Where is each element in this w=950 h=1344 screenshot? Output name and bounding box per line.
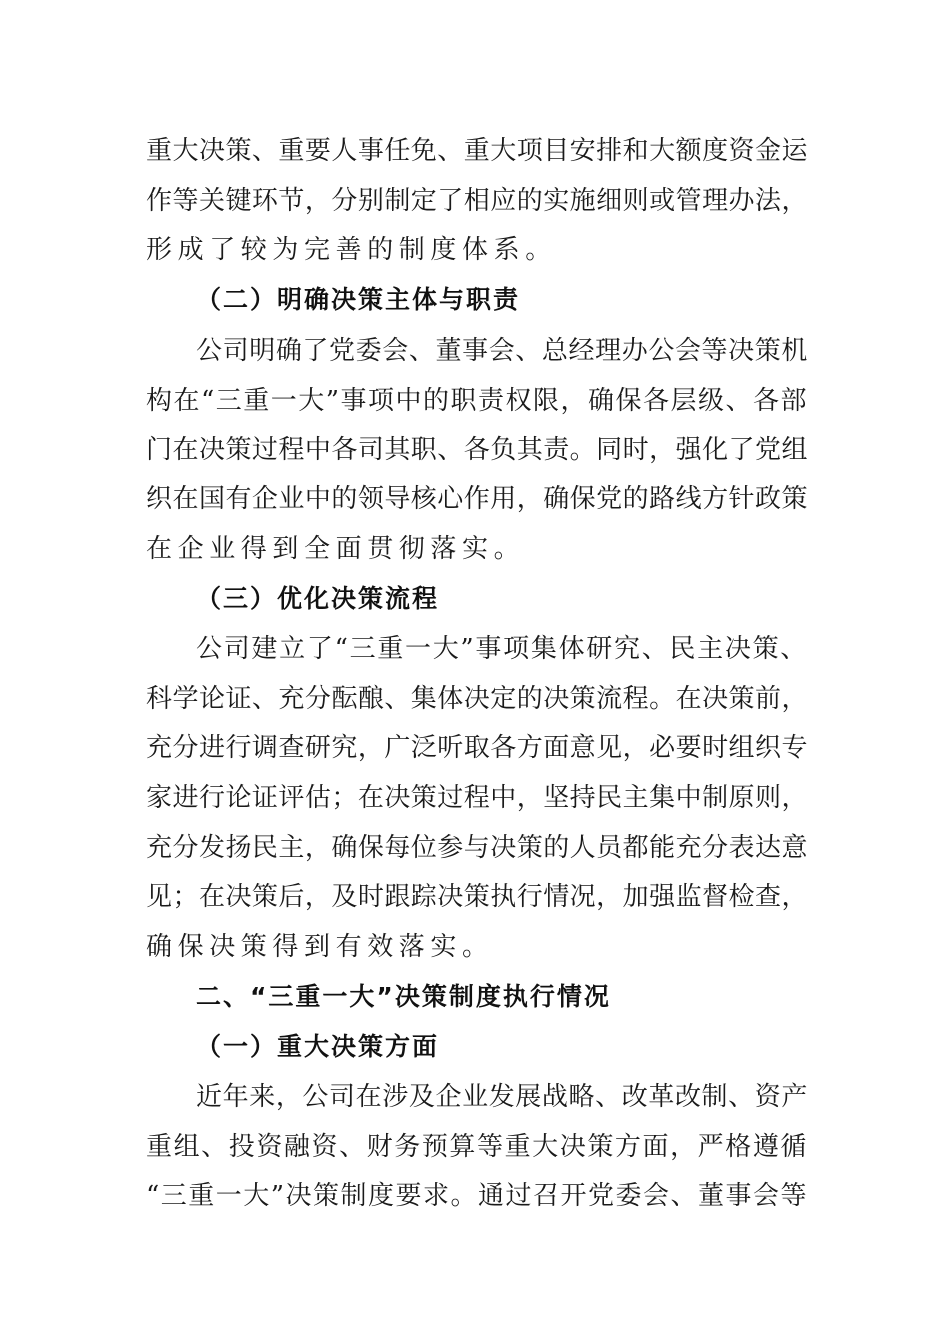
paragraph-line: 重大决策、重要人事任免、重大项目安排和大额度资金运 <box>146 136 808 166</box>
paragraph-line: 重组、投资融资、财务预算等重大决策方面，严格遵循 <box>146 1132 808 1162</box>
paragraph-line: 家进行论证评估；在决策过程中，坚持民主集中制原则， <box>146 783 808 813</box>
paragraph-line: 织在国有企业中的领导核心作用，确保党的路线方针政策 <box>146 484 808 514</box>
paragraph-line: 作等关键环节，分别制定了相应的实施细则或管理办法， <box>146 186 808 216</box>
paragraph-line: 门在决策过程中各司其职、各负其责。同时，强化了党组 <box>146 435 808 465</box>
paragraph-line: 确保决策得到有效落实。 <box>146 932 494 962</box>
paragraph-line: 形成了较为完善的制度体系。 <box>146 235 557 265</box>
paragraph-line: 近年来，公司在涉及企业发展战略、改革改制、资产 <box>196 1082 808 1112</box>
subsection-heading-1: （一）重大决策方面 <box>196 1032 440 1061</box>
subsection-heading-2: （二）明确决策主体与职责 <box>196 285 521 314</box>
paragraph-line: 在企业得到全面贯彻落实。 <box>146 534 526 564</box>
paragraph-line: 充分发扬民主，确保每位参与决策的人员都能充分表达意 <box>146 833 808 863</box>
paragraph-line: 构在“三重一大”事项中的职责权限，确保各层级、各部 <box>146 386 808 416</box>
paragraph-line: 科学论证、充分酝酿、集体决定的决策流程。在决策前， <box>146 684 808 714</box>
section-heading: 二、“三重一大”决策制度执行情况 <box>196 982 611 1011</box>
paragraph-line: 公司明确了党委会、董事会、总经理办公会等决策机 <box>196 336 808 366</box>
paragraph-line: 见；在决策后，及时跟踪决策执行情况，加强监督检查， <box>146 882 808 912</box>
paragraph-line: 公司建立了“三重一大”事项集体研究、民主决策、 <box>196 634 808 664</box>
paragraph-line: “三重一大”决策制度要求。通过召开党委会、董事会等 <box>146 1181 808 1211</box>
subsection-heading-3: （三）优化决策流程 <box>196 584 440 613</box>
paragraph-line: 充分进行调查研究，广泛听取各方面意见，必要时组织专 <box>146 733 808 763</box>
